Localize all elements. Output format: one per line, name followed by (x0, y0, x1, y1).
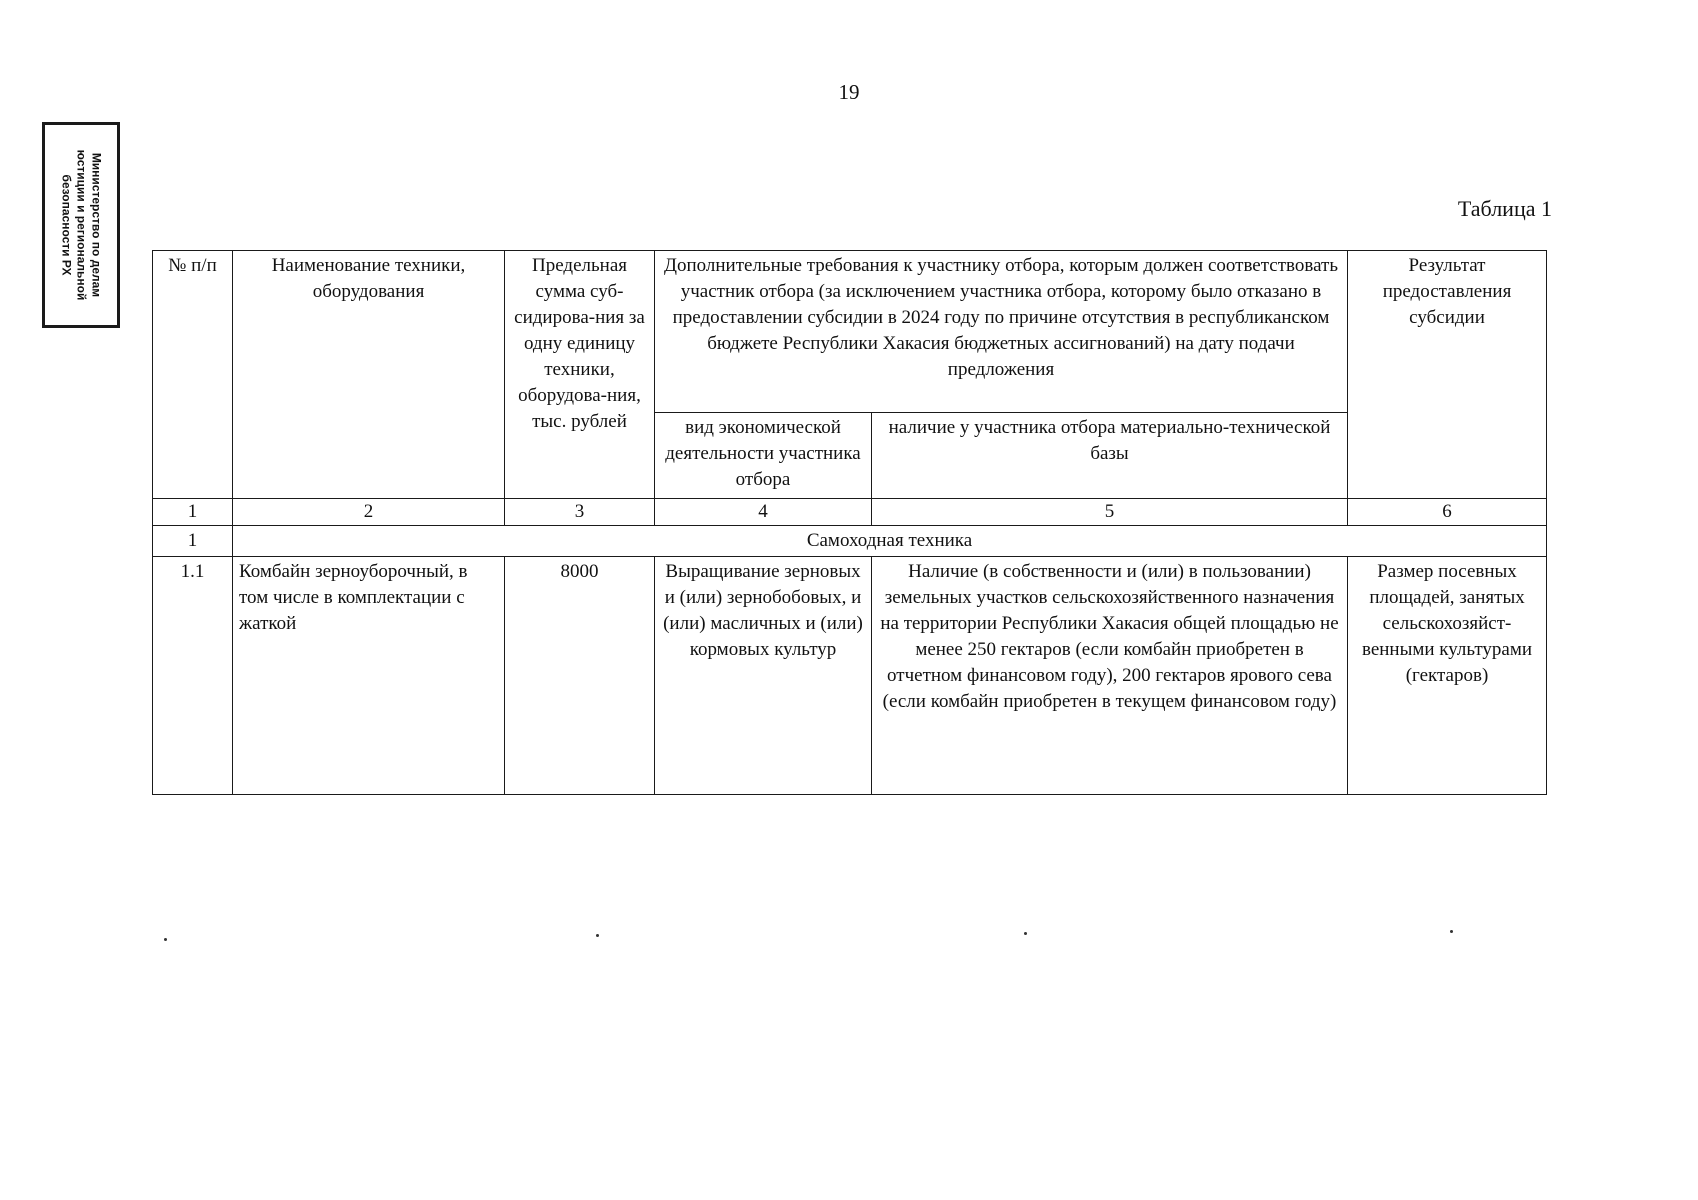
row-equipment-name: Комбайн зерноуборочный, в том числе в комплектации с жаткой (233, 557, 505, 795)
index-cell: 5 (872, 499, 1348, 526)
header-requirements-group: Дополнительные требования к участнику отбора, которым должен соответствовать участник отбора (за исключением участника отбора, которому было отказано в предоставлении субсидии в 2024 году по причине отсутствия в республиканском бюджете Республики Хакасия бюджетных ассигнований) на дату подачи предложения (655, 251, 1348, 413)
index-cell: 2 (233, 499, 505, 526)
index-cell: 3 (505, 499, 655, 526)
stamp-line-3: безопасности РХ (59, 174, 74, 276)
table-row (153, 557, 1547, 795)
page-number: 19 (838, 80, 860, 104)
section-row (153, 526, 1547, 557)
scan-speck (164, 938, 167, 941)
row-number: 1.1 (153, 557, 233, 795)
index-cell: 6 (1348, 499, 1547, 526)
header-number: № п/п (153, 251, 233, 499)
requirements-table (152, 250, 1547, 795)
index-row (153, 499, 1547, 526)
index-cell: 4 (655, 499, 872, 526)
scan-speck (1450, 930, 1453, 933)
scan-speck (1024, 932, 1027, 935)
section-number: 1 (153, 526, 233, 557)
header-limit: Предельная сумма суб-сидирова-ния за одну единицу техники, оборудова-ния, тыс. рублей (505, 251, 655, 499)
header-name: Наименование техники, оборудования (233, 251, 505, 499)
section-title: Самоходная техника (233, 526, 1547, 557)
header-result: Результат предоставления субсидии (1348, 251, 1547, 499)
stamp-line-1: Министерство по делам (89, 152, 104, 298)
header-activity: вид экономической деятельности участника отбора (655, 413, 872, 499)
table-caption: Таблица 1 (1457, 196, 1552, 221)
row-result: Размер посевных площадей, занятых сельскохозяйст-венными культурами (гектаров) (1348, 557, 1547, 795)
header-row-1 (153, 251, 1547, 413)
index-cell: 1 (153, 499, 233, 526)
stamp-line-2: юстиции и региональной (74, 149, 89, 301)
stamp-text (59, 130, 104, 320)
header-base: наличие у участника отбора материально-технической базы (872, 413, 1348, 499)
row-material-base: Наличие (в собственности и (или) в пользовании) земельных участков сельскохозяйственного назначения на территории Республики Хакасия общей площадью не менее 250 гектаров (если комбайн приобретен в отчетном финансовом году), 200 гектаров ярового сева (если комбайн приобретен в текущем финансовом году) (872, 557, 1348, 795)
ministry-stamp (42, 122, 120, 328)
scan-speck (596, 934, 599, 937)
row-activity-type: Выращивание зерновых и (или) зернобобовых, и (или) масличных и (или) кормовых культур (655, 557, 872, 795)
row-subsidy-limit: 8000 (505, 557, 655, 795)
